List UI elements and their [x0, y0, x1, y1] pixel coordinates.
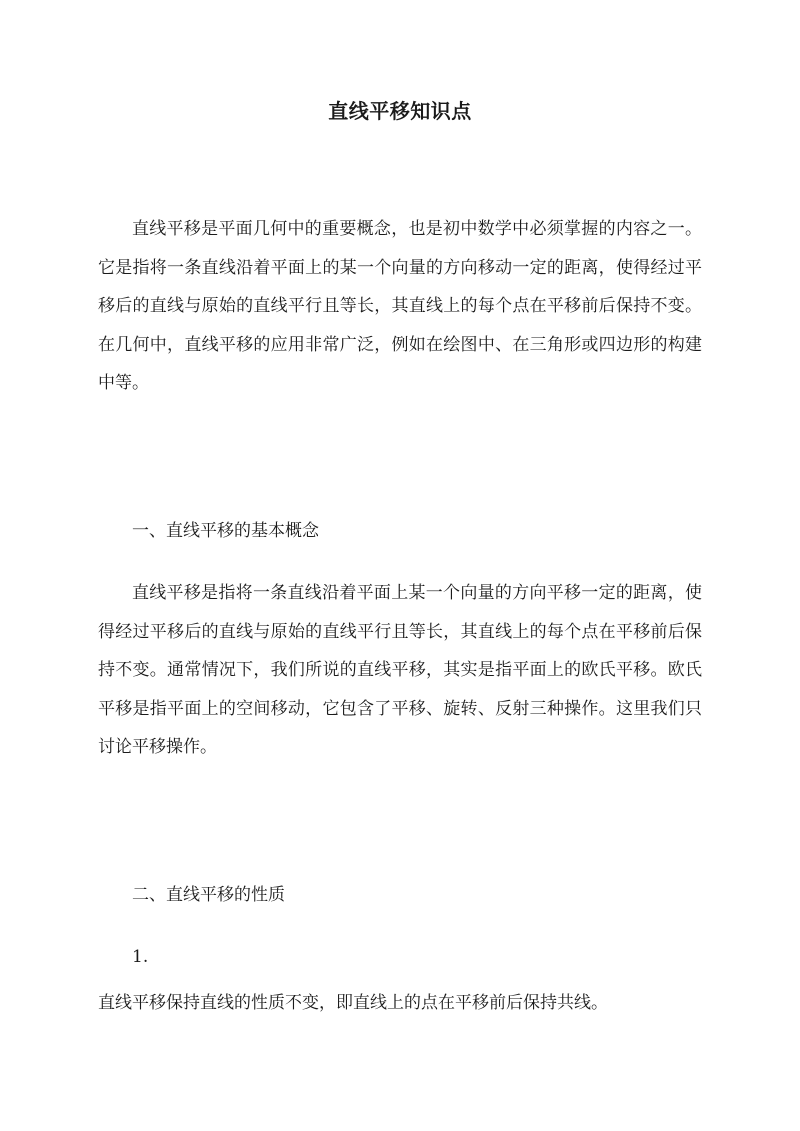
property-item-text: 直线平移保持直线的性质不变，即直线上的点在平移前后保持共线。	[98, 993, 608, 1013]
property-item-number: 1.	[132, 947, 149, 967]
section-heading-properties: 二、直线平移的性质	[132, 885, 285, 905]
section-heading-basic-concept: 一、直线平移的基本概念	[132, 521, 319, 541]
intro-paragraph: 直线平移是平面几何中的重要概念，也是初中数学中必须掌握的内容之一。它是指将一条直线沿着平面上的某一个向量的方向移动一定的距离，使得经过平移后的直线与原始的直线平行且等长，其直线上的每个点在平移前后保持不变。在几何中，直线平移的应用非常广泛，例如在绘图中、在三角形或四边形的构建中等。	[98, 219, 702, 393]
document-title: 直线平移知识点	[328, 99, 472, 123]
basic-concept-paragraph: 直线平移是指将一条直线沿着平面上某一个向量的方向平移一定的距离，使得经过平移后的直线与原始的直线平行且等长，其直线上的每个点在平移前后保持不变。通常情况下，我们所说的直线平移，其实是指平面上的欧氏平移。欧氏平移是指平面上的空间移动，它包含了平移、旋转、反射三种操作。这里我们只讨论平移操作。	[98, 583, 702, 757]
